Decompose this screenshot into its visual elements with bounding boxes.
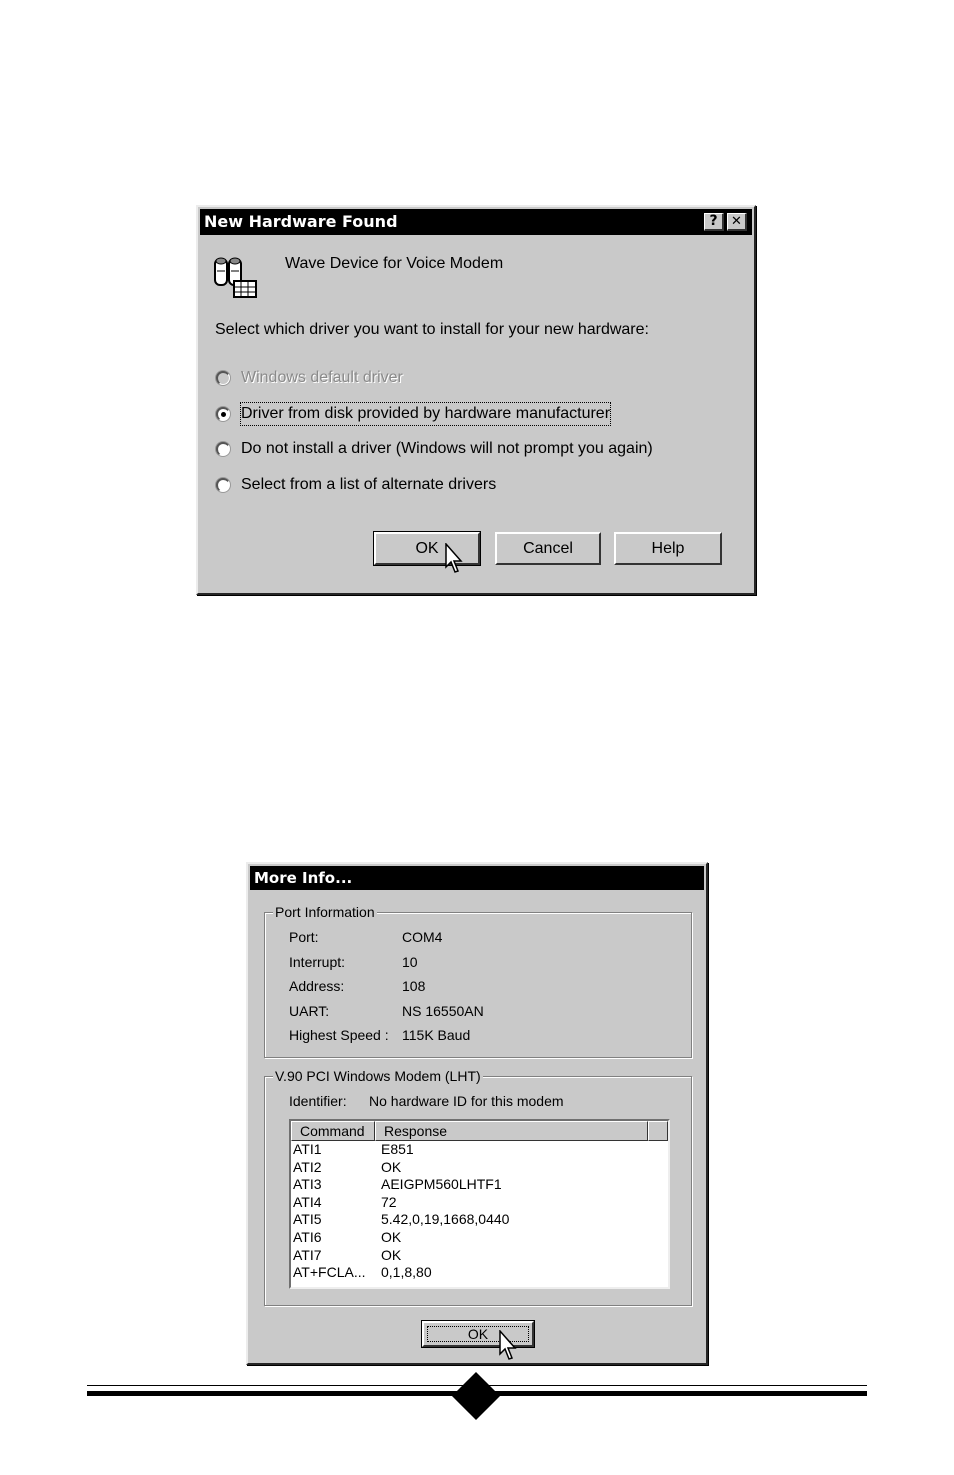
diamond-ornament-icon [452,1372,500,1420]
new-hardware-titlebar[interactable] [200,209,752,235]
column-header-command[interactable]: Command [291,1121,375,1141]
row-response: 72 [381,1193,397,1210]
address-label: Address: [289,978,345,994]
identifier-label: Identifier: [289,1093,347,1109]
help-button[interactable] [614,532,722,565]
port-label: Port: [289,929,319,945]
ok-button-label: OK [415,540,439,557]
help-button-label: Help [651,540,685,557]
row-response: OK [381,1229,402,1245]
radio-button[interactable] [216,478,230,492]
row-response: 5.42,0,19,1668,0440 [381,1211,510,1228]
row-response: E851 [381,1141,414,1157]
address-value: 108 [402,978,426,994]
more-info-dialog [246,862,708,1365]
ok-button-label: OK [467,1326,489,1342]
row-command: ATI7 [293,1246,322,1263]
port-value: COM4 [402,929,443,945]
radio-label[interactable]: Driver from disk provided by hardware manufacturer [241,403,610,425]
cancel-button[interactable] [495,532,601,565]
row-command: ATI4 [293,1193,322,1210]
cancel-button-label: Cancel [523,540,573,557]
row-response: AEIGPM560LHTF1 [381,1176,502,1193]
row-command: AT+FCLA... [293,1264,366,1281]
column-header-response[interactable]: Response [375,1121,648,1141]
highest-speed-label: Highest Speed : [289,1027,389,1043]
highest-speed-value: 115K Baud [402,1027,471,1043]
radio-button[interactable] [216,442,230,456]
port-information-title: Port Information [275,904,375,920]
radio-label[interactable]: Do not install a driver (Windows will not prompt you again) [241,440,653,457]
hardware-device-icon [212,251,258,301]
close-icon[interactable]: ✕ [727,213,747,231]
uart-value: NS 16550AN [402,1003,484,1019]
mouse-pointer-icon [445,543,465,575]
radio-label[interactable]: Select from a list of alternate drivers [241,476,497,493]
row-response: 0,1,8,80 [381,1264,432,1281]
port-information-group [264,904,692,1058]
row-response: OK [381,1246,402,1263]
list-header [291,1121,668,1141]
row-command: ATI5 [293,1211,322,1228]
modem-group [264,1068,692,1306]
row-command: ATI6 [293,1229,322,1245]
driver-prompt: Select which driver you want to install for your new hardware: [215,321,649,338]
identifier-value: No hardware ID for this modem [369,1093,564,1109]
more-info-titlebar[interactable] [250,866,704,890]
row-command: ATI1 [293,1141,322,1157]
interrupt-value: 10 [402,954,418,970]
help-icon[interactable]: ? [704,213,724,231]
row-command: ATI2 [293,1158,322,1175]
row-response: OK [381,1158,402,1175]
radio-button [216,371,230,385]
device-name: Wave Device for Voice Modem [285,255,504,272]
mouse-pointer-icon [499,1330,519,1362]
row-command: ATI3 [293,1176,322,1193]
new-hardware-title: New Hardware Found [204,212,398,231]
modem-group-title: V.90 PCI Windows Modem (LHT) [275,1068,481,1084]
command-response-list[interactable] [289,1119,670,1289]
new-hardware-dialog [196,205,756,595]
more-info-title: More Info... [254,869,353,887]
column-header-filler [648,1121,668,1141]
interrupt-label: Interrupt: [289,954,346,970]
radio-button[interactable] [216,407,230,421]
uart-label: UART: [289,1003,330,1019]
radio-label: Windows default driver [241,369,403,386]
